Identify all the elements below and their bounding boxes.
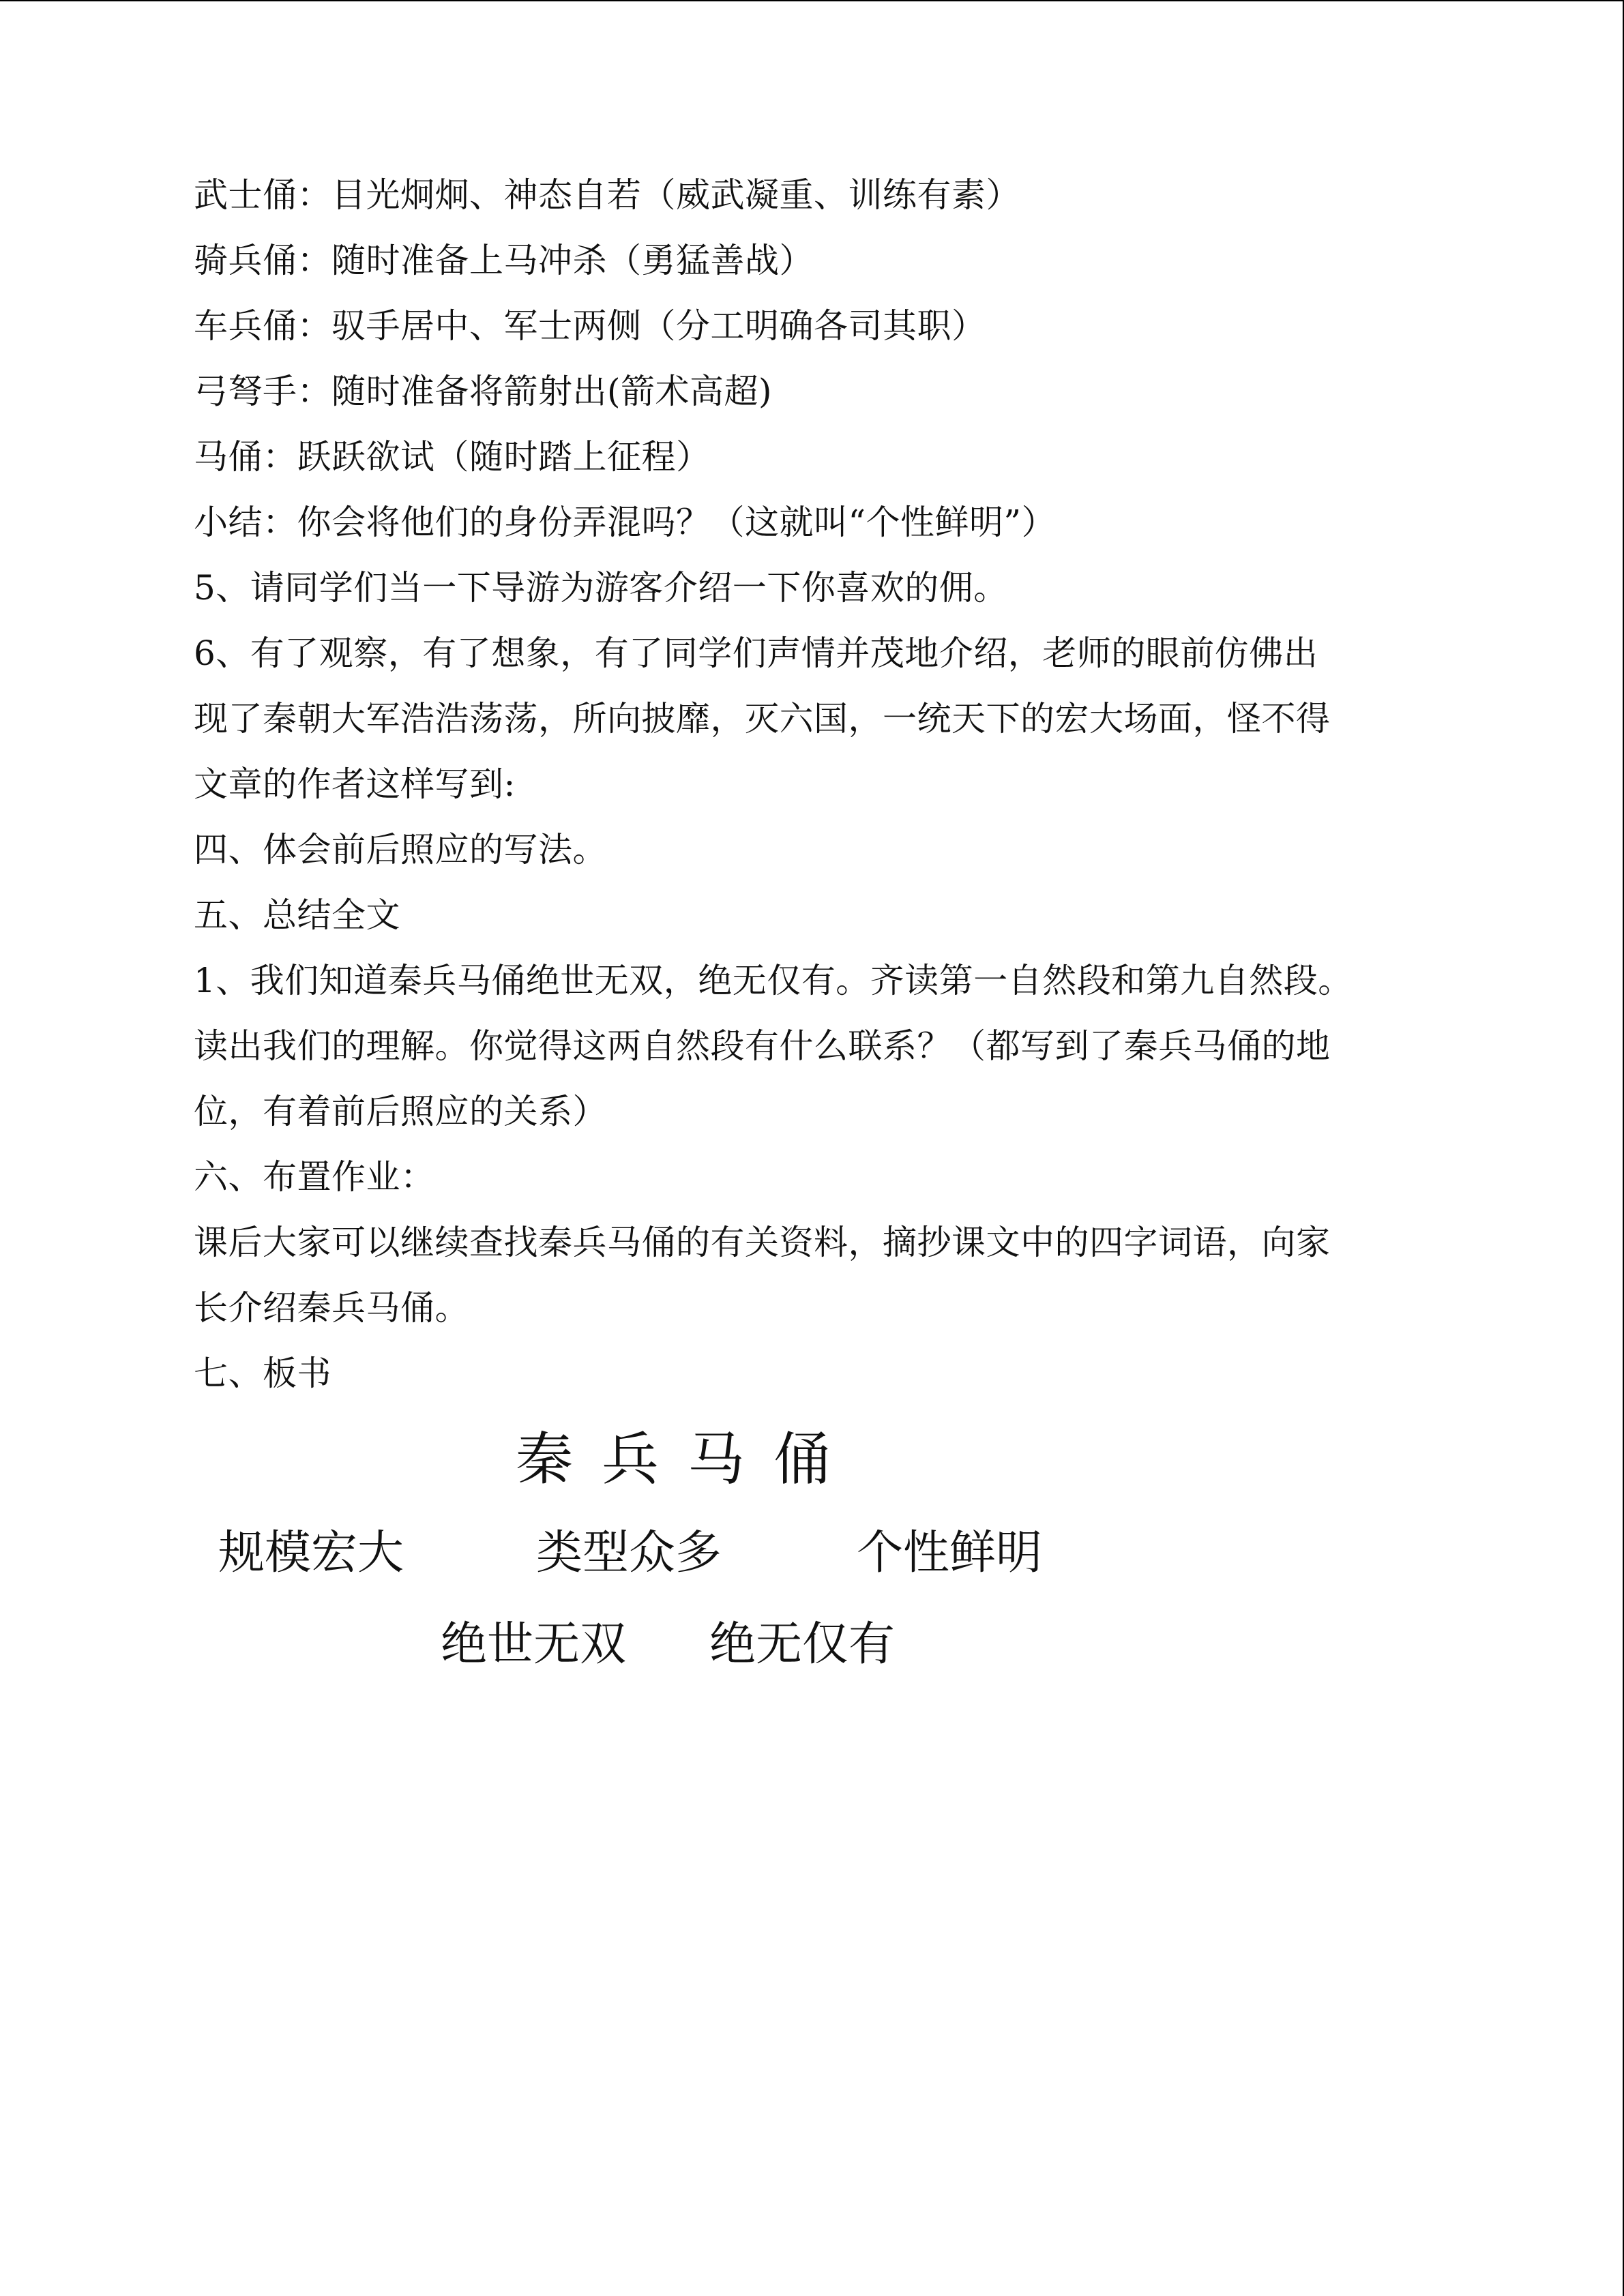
text-line: 小结：你会将他们的身份弄混吗？（这就叫“个性鲜明”） (194, 503, 1057, 542)
blackboard-keyword: 类型众多 (536, 1526, 722, 1580)
text-line: 马俑：跃跃欲试（随时踏上征程） (194, 437, 711, 477)
text-line: 课后大家可以继续查找秦兵马俑的有关资料，摘抄课文中的四字词语，向家 (194, 1223, 1331, 1262)
text-line: 位，有着前后照应的关系） (194, 1092, 607, 1131)
blackboard-keyword: 绝世无双 (441, 1617, 627, 1671)
text-line: 6、有了观察，有了想象，有了同学们声情并茂地介绍，老师的眼前仿佛出 (194, 633, 1318, 673)
blackboard-keyword: 个性鲜明 (857, 1526, 1043, 1580)
text-line: 1、我们知道秦兵马俑绝世无双，绝无仅有。齐读第一自然段和第九自然段。 (194, 961, 1353, 1000)
section-heading: 六、布置作业： (194, 1157, 435, 1197)
blackboard-keyword: 绝无仅有 (709, 1617, 896, 1671)
section-heading: 五、总结全文 (194, 895, 400, 935)
text-line: 现了秦朝大军浩浩荡荡，所向披靡，灭六国，一统天下的宏大场面，怪不得 (194, 699, 1331, 739)
text-line: 武士俑：目光炯炯、神态自若（威武凝重、训练有素） (194, 175, 1020, 215)
text-line: 车兵俑：驭手居中、军士两侧（分工明确各司其职） (194, 306, 986, 346)
blackboard-keyword: 规模宏大 (218, 1526, 404, 1580)
document-body (194, 162, 1476, 1406)
text-line: 读出我们的理解。你觉得这两自然段有什么联系？（都写到了秦兵马俑的地 (194, 1026, 1331, 1066)
text-line: 长介绍秦兵马俑。 (194, 1288, 469, 1328)
blackboard-title: 秦兵马俑 (516, 1426, 860, 1493)
text-line: 文章的作者这样写到: (194, 764, 516, 804)
section-heading: 七、板书 (194, 1354, 331, 1393)
text-line: 5、请同学们当一下导游为游客介绍一下你喜欢的佣。 (194, 568, 1008, 608)
text-line: 骑兵俑：随时准备上马冲杀（勇猛善战） (194, 241, 814, 280)
text-line: 弓弩手：随时准备将箭射出(箭术高超) (194, 372, 773, 411)
section-heading: 四、体会前后照应的写法。 (194, 830, 607, 869)
